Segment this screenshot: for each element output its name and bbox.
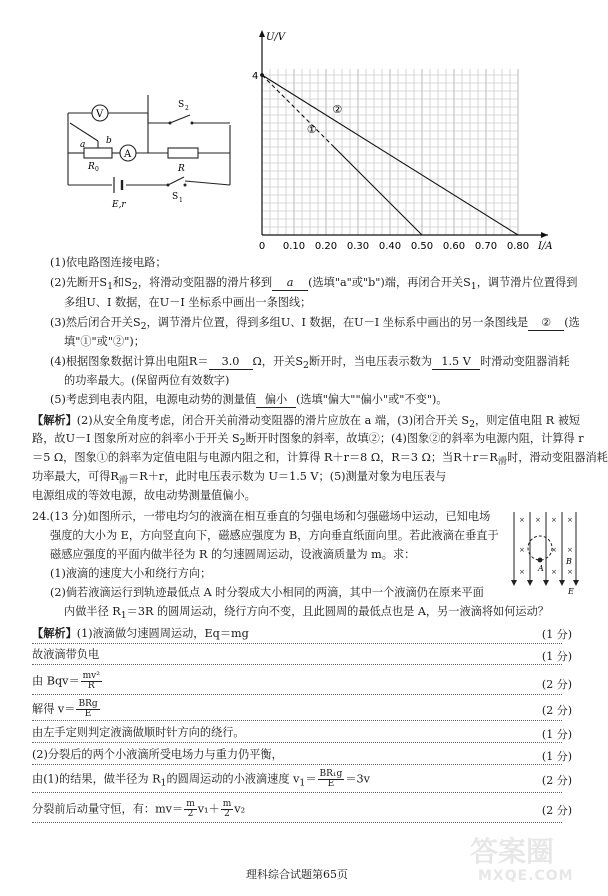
- svg-text:×: ×: [551, 516, 557, 524]
- svg-text:×: ×: [519, 546, 525, 554]
- answer-line4: 解得 v＝ $\frac{\text{BRg}}{E}$: [32, 699, 98, 719]
- e-field-label: E: [568, 587, 574, 596]
- answer-blank-q4-r: 3.0: [209, 355, 253, 370]
- r0-label: R: [88, 162, 95, 172]
- x-tick-label: 0.20: [314, 241, 338, 252]
- question-1: (1)依电路图连接电路；: [50, 256, 167, 269]
- score-2: (1 分): [541, 650, 572, 663]
- s1-label: S: [172, 192, 179, 202]
- answer-blank-q5: 偏小: [256, 393, 296, 408]
- watermark-url: MXQE.COM: [478, 868, 574, 884]
- svg-text:×: ×: [551, 546, 557, 554]
- svg-text:×: ×: [567, 546, 573, 554]
- svg-text:1: 1: [179, 197, 183, 204]
- problem-24-q1: (1)液滴的速度大小和绕行方向；: [50, 567, 212, 580]
- question-5: (5)考虑到电表内阻，电源电动势的测量值 偏小 (选填"偏大""偏小"或"不变")。: [50, 393, 448, 406]
- score-6: (1 分): [541, 750, 572, 763]
- svg-text:×: ×: [519, 516, 525, 524]
- svg-text:0: 0: [95, 166, 99, 173]
- score-8: (2 分): [541, 804, 572, 817]
- x-tick-label: 0.80: [506, 241, 530, 252]
- series-2-start-point: [260, 73, 264, 77]
- question-3-line2: 填"①"或"②")；: [64, 335, 145, 348]
- problem-24-q2-line1: (2)倘若液滴运行到轨迹最低点 A 时分裂成大小相同的两滴，其中一个液滴仍在原来平面: [50, 586, 484, 599]
- r-label: R: [178, 164, 185, 174]
- answer-line5: 由左手定则判定液滴做顺时针方向的绕行。: [32, 726, 245, 739]
- x-tick-label: 0: [258, 241, 266, 252]
- answer-line3: 由 Bqv＝ $\frac{\text{mv²}}{R}$: [32, 671, 100, 691]
- problem-24-line1: 24.(13 分)如图所示，一带电均匀的液滴在相互垂直的匀强电场和匀强磁场中运动，已知电场: [32, 510, 491, 523]
- x-tick-label: 0.10: [282, 241, 306, 252]
- analysis-line1: 【解析】(2)从安全角度考虑，闭合开关前滑动变阻器的滑片应放在 a 端，(3)闭合开关 $S_2$，则定值电阻 R 被短: [32, 413, 581, 431]
- answer-line2: 故液滴带负电: [32, 648, 100, 661]
- x-tick-label: 0.70: [474, 241, 498, 252]
- series-1-label: ①: [306, 123, 317, 136]
- answer-line6: (2)分裂后的两个小液滴所受电场力与重力仍平衡，: [32, 748, 283, 761]
- ammeter-label: A: [124, 149, 132, 160]
- answer-line8: 分裂前后动量守恒，有：mv＝ $\frac{m}{2}$ v₁＋ $\frac{m}{2}$ v₂: [32, 799, 246, 819]
- y-tick-label: 4: [252, 71, 259, 82]
- field-figure: [510, 508, 580, 594]
- battery-label: E,r: [112, 200, 126, 210]
- circuit-diagram: [60, 85, 250, 215]
- series-1-line-dashed: [262, 75, 332, 145]
- problem-24-line3: 磁感应强度的平面内做半径为 R 的匀速圆周运动，设液滴质量为 m。求：: [50, 548, 416, 561]
- question-2-line1: (2)先断开$S_1$和$S_2$，将滑动变阻器的滑片移到 a (选填"a"或"b")端，再闭合开关$S_1$，调节滑片位置得到: [50, 276, 578, 293]
- voltmeter-label: V: [96, 109, 104, 120]
- x-tick-label: 0.30: [346, 241, 370, 252]
- u-i-chart: [250, 28, 570, 253]
- series-1-line: [332, 145, 422, 235]
- x-tick-label: 0.40: [378, 241, 402, 252]
- svg-text:×: ×: [567, 568, 573, 576]
- svg-text:×: ×: [535, 516, 541, 524]
- score-7: (2 分): [541, 774, 572, 787]
- score-3: (2 分): [541, 678, 572, 691]
- score-4: (2 分): [541, 704, 572, 717]
- problem-24-q2-line2: 内做半径 $R_1=3R$ 的圆周运动，绕行方向不变，且此圆周的最低点也是 A，另一液滴将如何运动？: [64, 605, 549, 622]
- svg-text:×: ×: [567, 516, 573, 524]
- b-field-label: B: [566, 557, 572, 566]
- grid: [262, 69, 518, 235]
- terminal-b-label: b: [106, 136, 112, 146]
- point-a-label: A: [538, 564, 544, 573]
- x-tick-label: 0.50: [410, 241, 434, 252]
- answer-blank-q2: a: [272, 276, 308, 291]
- score-5: (1 分): [541, 728, 572, 741]
- y-axis-label: U/V: [266, 32, 286, 43]
- x-axis-arrow: [541, 232, 548, 238]
- s2-label: S: [178, 100, 185, 110]
- analysis-line3: ＝5 Ω，图象①的斜率为定值电阻与电源内阻之和，计算得 R＋r＝8 Ω，R＝3 Ω；当$R+r=R_滑$时，滑动变阻器消耗: [32, 451, 608, 468]
- question-4-line1: (4)根据图象数据计算出电阻R＝ 3.0 Ω，开关$S_2$断开时，当电压表示数为 1.5 V 时滑动变阻器消耗: [50, 355, 570, 372]
- svg-text:×: ×: [551, 568, 557, 576]
- answer-blank-q4-u: 1.5 V: [432, 355, 480, 370]
- analysis-label: 【解析】: [32, 413, 77, 427]
- question-3-line1: (3)然后闭合开关$S_2$，调节滑片位置，得到多组U、I 数据，在U－I 坐标系中画出的另一条图线是 ② (选: [50, 316, 580, 333]
- problem-24-line2: 强度的大小为 E，方向竖直向下，磁感应强度为 B，方向垂直纸面向里。若此液滴在垂直于: [50, 529, 499, 542]
- page-footer: 理科综合试题第65页: [246, 868, 348, 881]
- analysis-line4: 功率最大，可得$R_滑=R+r$，此时电压表示数为 U＝1.5 V；(5)测量对象为电压表与: [32, 470, 447, 487]
- y-axis-arrow: [259, 30, 265, 37]
- question-2-line2: 多组U、I 数据，在U－I 坐标系中画出一条图线；: [64, 296, 312, 309]
- x-tick-label: 0.60: [442, 241, 466, 252]
- svg-text:×: ×: [519, 568, 525, 576]
- x-axis-label: I/A: [538, 241, 553, 252]
- svg-text:2: 2: [185, 105, 189, 112]
- terminal-a-label: a: [80, 140, 86, 150]
- score-1: (1 分): [541, 628, 572, 641]
- answer-line7: 由(1)的结果，做半径为 $R_1$的圆周运动的小液滴速度 $v_1=$ $\frac{\text{BR₁g}}{E}$ ＝3v: [32, 769, 370, 789]
- analysis-line5: 电源组成的等效电源，故电动势测量值偏小。: [32, 489, 256, 502]
- series-2-label: ②: [332, 103, 343, 116]
- answer-line1: 【解析】(1)液滴做匀速圆周运动，Eq＝mg: [32, 626, 249, 640]
- question-4-line2: 的功率最大。(保留两位有效数字): [64, 374, 230, 387]
- answer-blank-q3: ②: [528, 316, 564, 331]
- analysis-line2: 路，故U－I 图象所对应的斜率小于开关 $S_2$断开时图象的斜率，故填②；(4)图象②的斜率为电源内阻，计算得 r: [32, 432, 584, 449]
- watermark-logo: 答案圈: [470, 835, 555, 868]
